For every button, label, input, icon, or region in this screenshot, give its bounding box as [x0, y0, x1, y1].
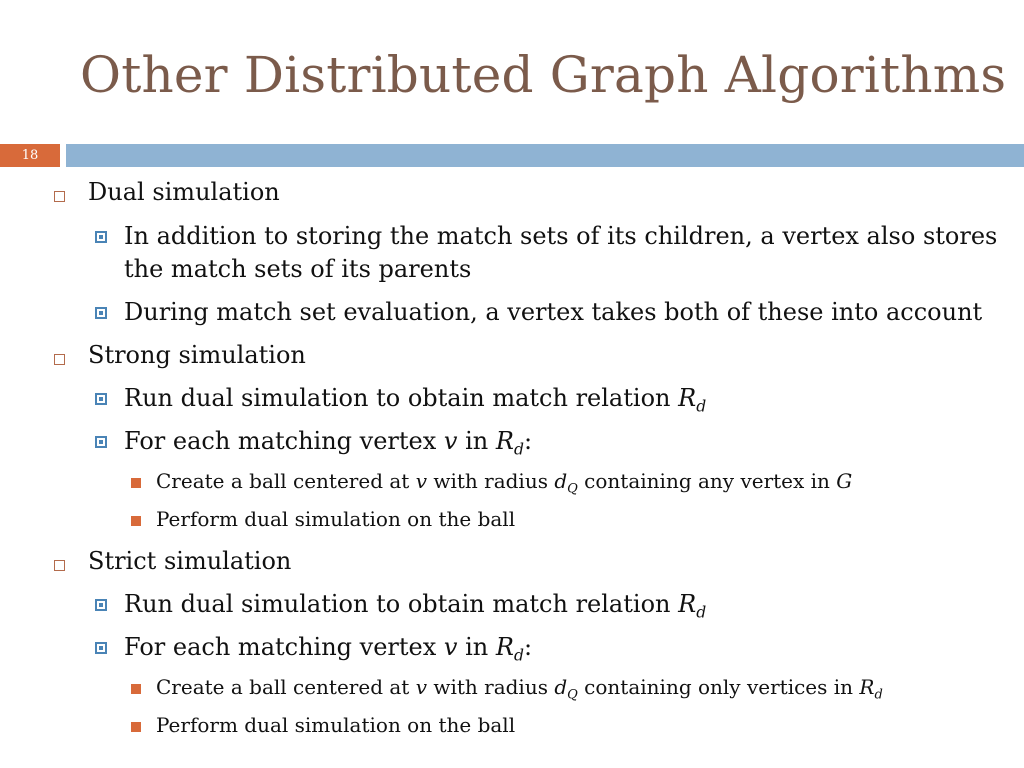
sub-bullet-evaluation: During match set evaluation, a vertex takes both of these into account — [124, 298, 983, 326]
sub-bullet-strict-run: Run dual simulation to obtain match relation $R_d$ — [124, 590, 707, 622]
filled-square-bullet-icon — [131, 516, 141, 526]
hollow-square-bullet-icon — [54, 191, 65, 202]
sub-bullet-strict-each: For each matching vertex v in $R_d$: — [124, 633, 533, 665]
square-bullet-icon — [95, 231, 107, 243]
bullet-strict-simulation: Strict simulation — [88, 547, 292, 575]
filled-square-bullet-icon — [131, 684, 141, 694]
sub-bullet-children-storage-line2: the match sets of its parents — [124, 255, 472, 283]
filled-square-bullet-icon — [131, 722, 141, 732]
square-bullet-icon — [95, 599, 107, 611]
hollow-square-bullet-icon — [54, 560, 65, 571]
square-bullet-icon — [95, 642, 107, 654]
sub-sub-bullet-strong-perform: Perform dual simulation on the ball — [156, 507, 516, 531]
slide-title: Other Distributed Graph Algorithms — [80, 46, 1007, 104]
sub-sub-bullet-strict-perform: Perform dual simulation on the ball — [156, 713, 516, 737]
square-bullet-icon — [95, 393, 107, 405]
sub-sub-bullet-strong-ball: Create a ball centered at v with radius $d_Q$ containing any vertex in G — [156, 469, 853, 497]
hollow-square-bullet-icon — [54, 354, 65, 365]
slide-number-badge — [0, 144, 60, 167]
accent-bar — [66, 144, 1024, 167]
square-bullet-icon — [95, 307, 107, 319]
bullet-strong-simulation: Strong simulation — [88, 341, 306, 369]
square-bullet-icon — [95, 436, 107, 448]
bullet-dual-simulation: Dual simulation — [88, 178, 280, 206]
filled-square-bullet-icon — [131, 478, 141, 488]
sub-bullet-children-storage-line1: In addition to storing the match sets of its children, a vertex also stores — [124, 222, 998, 250]
slide-number: 18 — [21, 148, 39, 163]
sub-bullet-strong-run: Run dual simulation to obtain match relation $R_d$ — [124, 384, 707, 416]
sub-sub-bullet-strict-ball: Create a ball centered at v with radius $d_Q$ containing only vertices in $R_d$ — [156, 675, 883, 703]
sub-bullet-strong-each: For each matching vertex v in $R_d$: — [124, 427, 533, 459]
